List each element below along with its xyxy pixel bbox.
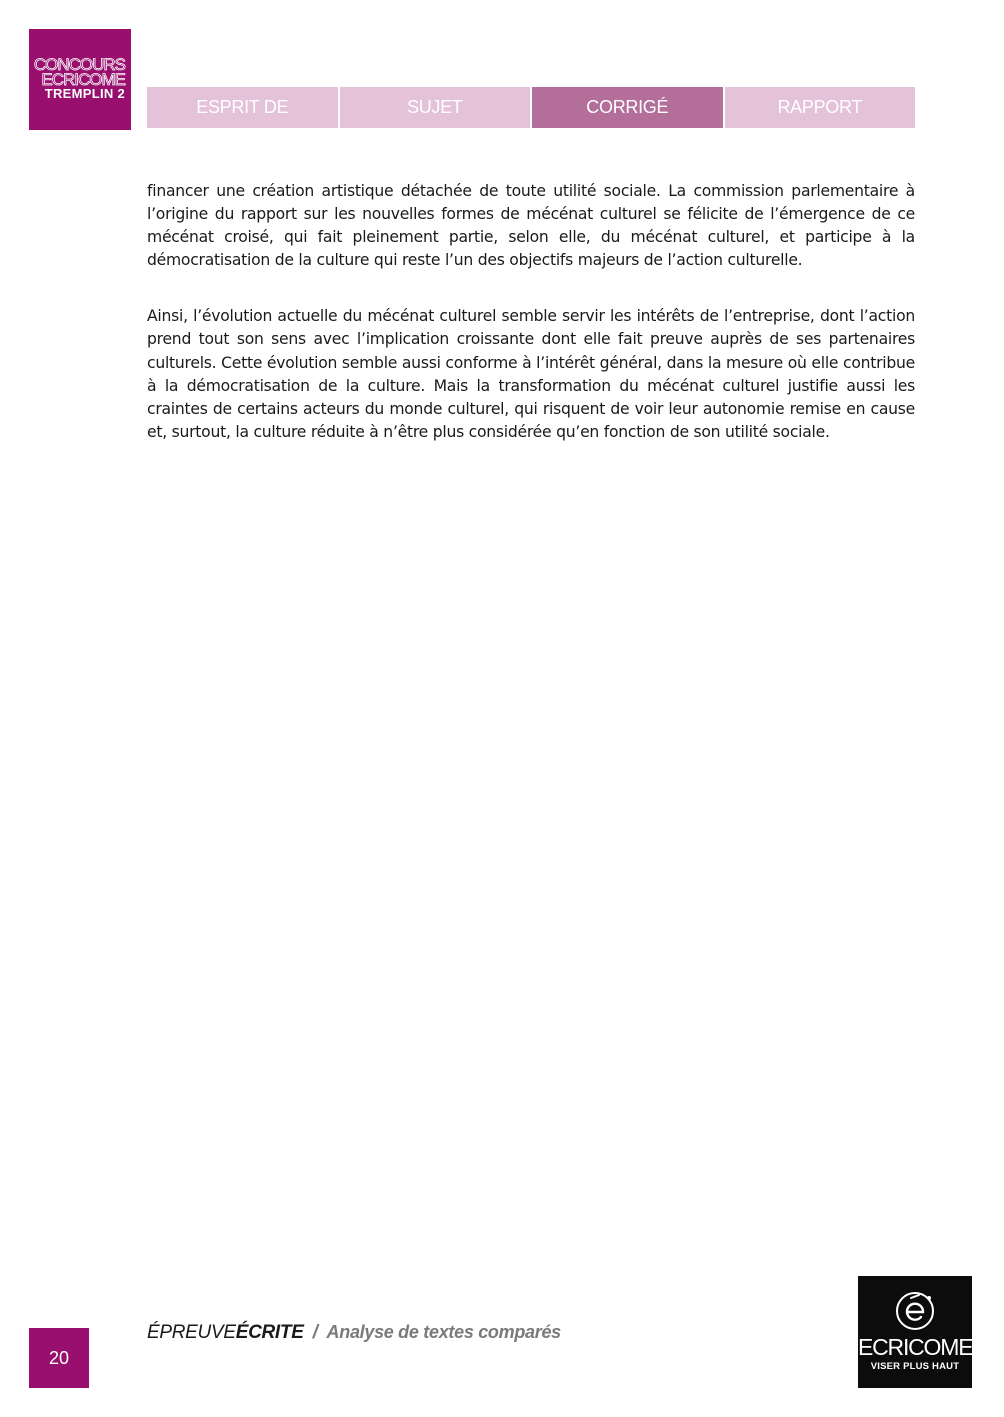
section-tabs: [147, 87, 915, 158]
paragraph: Ainsi, l’évolution actuelle du mécénat culturel semble servir les intérêts de l’entreprise, dont l’action prend tout son sens avec l’implication croissante dont elle fait preuve auprès de ses partenaires culturels. Cette évolution semble aussi conforme à l’intérêt général, dans la mesure où elle contribue à la démocratisation de la culture. Mais la transformation du mécénat culturel justifie aussi les craintes de certains acteurs du monde culturel, qui risquent de voir leur autonomie remise en cause et, surtout, la culture réduite à n’être plus considérée qu’en fonction de son utilité sociale.: [147, 307, 915, 441]
footer-title: [147, 1322, 561, 1344]
footer-separator: /: [312, 1322, 318, 1343]
tab-corrige[interactable]: CORRIGÉ: [532, 87, 723, 128]
logo-name: ECRICOME: [858, 1334, 973, 1360]
brand-line-concours: CONCOURS: [33, 55, 125, 74]
concours-ecricome-logo: [29, 29, 131, 130]
tab-esprit-de-l-epreuve[interactable]: ESPRIT DE L’ÉPREUVE: [147, 87, 338, 128]
ecricome-logo: [858, 1276, 972, 1388]
logo-tagline: VISER PLUS HAUT: [870, 1361, 960, 1372]
brand-line-tremplin: TREMPLIN 2: [44, 86, 125, 101]
tab-sujet[interactable]: SUJET: [340, 87, 531, 128]
document-body: [147, 180, 915, 444]
footer-subtitle: Analyse de textes comparés: [326, 1322, 561, 1342]
paragraph: financer une création artistique détachée de toute utilité sociale. La commission parlementaire à l’origine du rapport sur les nouvelles formes de mécénat culturel se félicite de l’émergence de ce mécénat croisé, qui fait pleinement partie, selon elle, du mécénat culturel, et participe à la démocratisation de la culture qui reste l’un des objectifs majeurs de l’action culturelle.: [147, 182, 915, 270]
tab-rapport[interactable]: RAPPORT: [725, 87, 916, 128]
page-number: 20: [29, 1328, 89, 1388]
ecricome-e-emblem-icon: [894, 1290, 936, 1332]
footer-title-prefix: ÉPREUVE: [147, 1322, 236, 1343]
footer-title-bold: ÉCRITE: [235, 1322, 304, 1343]
brand-line-ecricome: ECRICOME: [41, 70, 125, 89]
